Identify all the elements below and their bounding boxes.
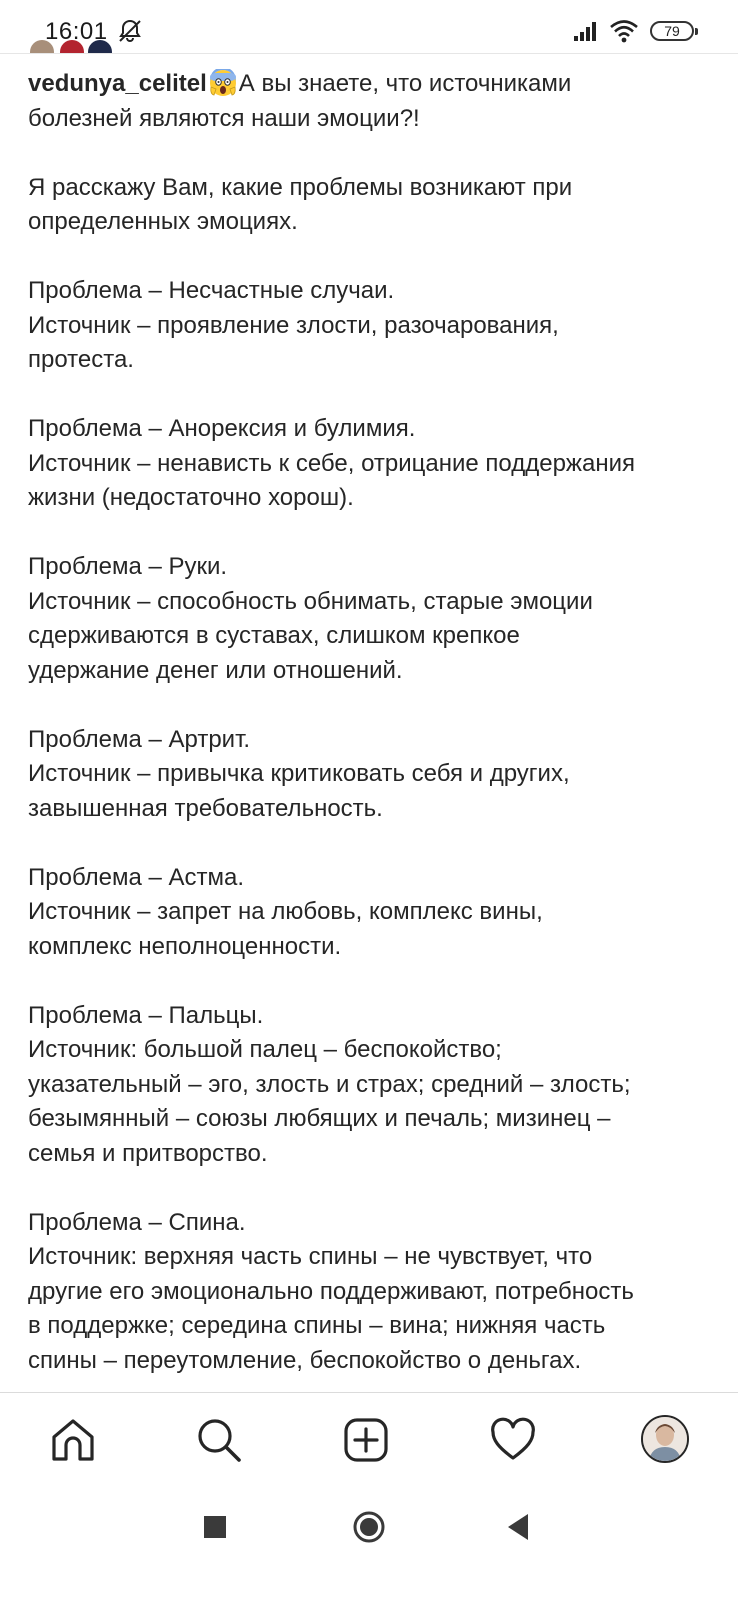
problem-source-line: удержание денег или отношений. [28,656,403,684]
problem-title: Проблема – Руки. [28,553,228,580]
profile-avatar[interactable] [641,1415,689,1463]
signal-icon [572,20,600,42]
problem-block-arthritis [28,723,718,827]
status-bar [0,0,738,54]
problem-source-line: другие его эмоционально поддерживают, потребность [28,1277,634,1305]
problem-title: Проблема – Несчастные случаи. [28,277,395,304]
problem-block-asthma [28,861,718,965]
problem-title: Проблема – Спина. [28,1208,246,1236]
problem-source-line: Источник – ненависть к себе, отрицание поддержания [28,449,635,477]
face-screaming-in-fear-icon [209,69,237,97]
problem-block-accidents [28,274,718,378]
caption-paragraph-1 [28,171,718,240]
wifi-icon [609,19,639,43]
caption-intro-line-1 [28,67,718,102]
problem-source-line: в поддержке; середина спины – вина; нижняя часть [28,1312,606,1339]
problem-source-line: Источник – проявление злости, разочарования, [28,311,559,339]
search-icon[interactable] [196,1417,242,1463]
post-caption [28,67,718,1378]
problem-title: Проблема – Пальцы. [28,1001,264,1029]
caption-intro-text-1: А вы знаете, что источниками [238,70,572,97]
problem-source-line: протеста. [28,346,134,373]
problem-source-line: Источник: верхняя часть спины – не чувствует, что [28,1243,593,1270]
mute-icon [116,17,144,45]
back-triangle-icon[interactable] [506,1512,530,1542]
problem-source-line: Источник: большой палец – беспокойство; [28,1036,502,1063]
problem-source-line: указательный – эго, злость и страх; средний – злость; [28,1070,631,1098]
problem-source-line: безымянный – союзы любящих и печаль; мизинец – [28,1105,611,1132]
home-icon[interactable] [50,1417,96,1463]
username-link[interactable]: vedunya_celitel [28,70,207,97]
bottom-navigation [0,1392,738,1488]
problem-source-line: семья и притворство. [28,1139,268,1167]
problem-source-line: сдерживаются в суставах, слишком крепкое [28,622,520,649]
problem-block-hands [28,550,718,688]
battery-icon: 79 [650,21,694,41]
problem-source-line: жизни (недостаточно хорош). [28,484,354,511]
paragraph-1-line-1: Я расскажу Вам, какие проблемы возникают при [28,173,573,201]
problem-title: Проблема – Астма. [28,863,245,891]
caption-intro-text-2: болезней являются наши эмоции?! [28,104,420,132]
paragraph-1-line-2: определенных эмоциях. [28,208,298,235]
recents-square-icon[interactable] [204,1516,226,1538]
problem-source-line: спины – переутомление, беспокойство о деньгах. [28,1346,582,1374]
problem-block-anorexia [28,412,718,516]
status-divider [0,53,738,54]
avatar-photo [643,1417,687,1461]
home-circle-icon[interactable] [352,1510,386,1544]
status-time: 16:01 [45,18,108,45]
problem-source-line: Источник – способность обнимать, старые эмоции [28,587,593,615]
problem-source-line: завышенная требовательность. [28,794,383,822]
android-navigation-bar [0,1488,738,1600]
caption-intro [28,67,718,136]
problem-block-back [28,1206,718,1379]
problem-title: Проблема – Артрит. [28,725,251,753]
problem-source-line: Источник – запрет на любовь, комплекс вины, [28,898,543,925]
problem-block-fingers [28,999,718,1172]
problem-source-line: комплекс неполноценности. [28,932,342,960]
problem-title: Проблема – Анорексия и булимия. [28,415,416,442]
new-post-icon[interactable] [343,1417,389,1463]
activity-heart-icon[interactable] [490,1417,536,1463]
problem-source-line: Источник – привычка критиковать себя и других, [28,760,570,787]
